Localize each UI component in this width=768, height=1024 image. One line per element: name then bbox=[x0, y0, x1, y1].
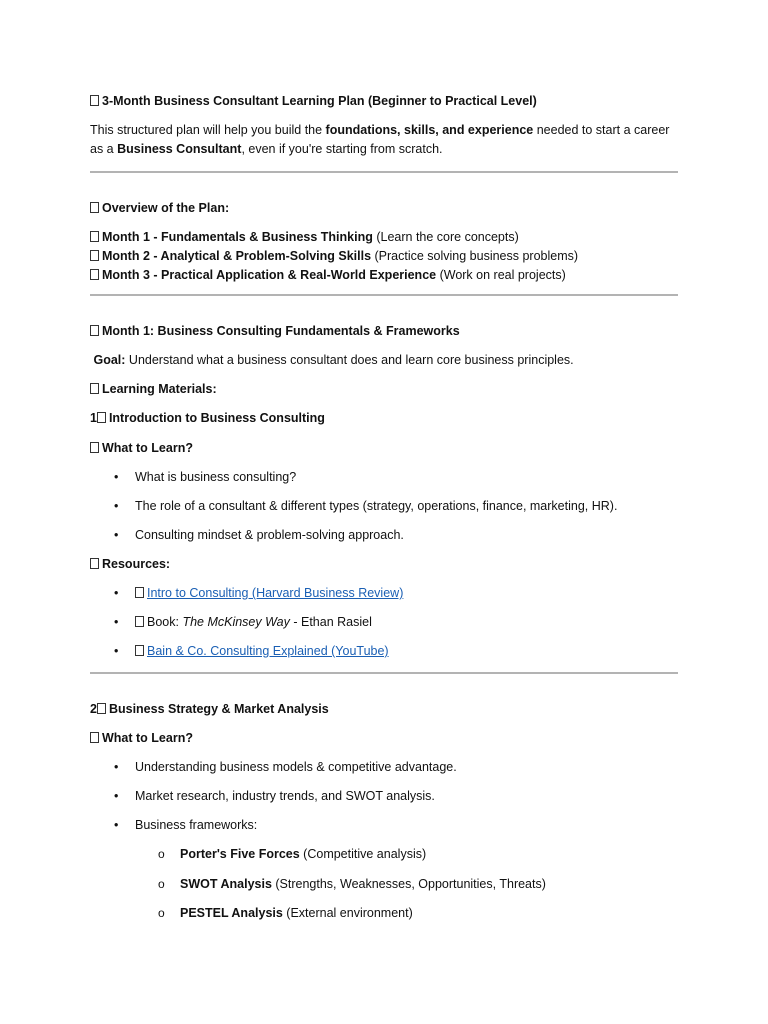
list-item: • Business frameworks: bbox=[90, 816, 678, 835]
month1-heading: Month 1: Business Consulting Fundamentals & Frameworks bbox=[90, 322, 678, 341]
section2-title: 2 Business Strategy & Market Analysis bbox=[90, 702, 329, 716]
overview-item-month-2: Month 2 - Analytical & Problem-Solving Skills (Practice solving business problems) bbox=[90, 247, 678, 266]
missing-glyph-icon bbox=[90, 442, 99, 453]
overview-list bbox=[90, 228, 678, 285]
section1-learn-list bbox=[90, 468, 678, 545]
list-item: o PESTEL Analysis (External environment) bbox=[90, 904, 678, 923]
list-item: o SWOT Analysis (Strengths, Weaknesses, Opportunities, Threats) bbox=[90, 875, 678, 894]
list-item: • What is business consulting? bbox=[90, 468, 678, 487]
missing-glyph-icon bbox=[135, 645, 144, 656]
divider bbox=[90, 171, 678, 173]
missing-glyph-icon bbox=[135, 587, 144, 598]
hbr-consulting-link[interactable]: Intro to Consulting (Harvard Business Review) bbox=[147, 586, 404, 600]
overview-heading: Overview of the Plan: bbox=[90, 199, 678, 218]
divider bbox=[90, 672, 678, 674]
missing-glyph-icon bbox=[135, 616, 144, 627]
divider bbox=[90, 294, 678, 296]
missing-glyph-icon bbox=[90, 250, 99, 261]
list-item: o Porter's Five Forces (Competitive analysis) bbox=[90, 845, 678, 864]
missing-glyph-icon bbox=[97, 703, 106, 714]
missing-glyph-icon bbox=[90, 325, 99, 336]
overview-item-month-3: Month 3 - Practical Application & Real-World Experience (Work on real projects) bbox=[90, 266, 678, 285]
section1-title: 1 Introduction to Business Consulting bbox=[90, 411, 325, 425]
overview-item-month-1: Month 1 - Fundamentals & Business Thinking (Learn the core concepts) bbox=[90, 228, 678, 247]
list-item: • Book: The McKinsey Way - Ethan Rasiel bbox=[90, 613, 678, 632]
section1-resources-heading: Resources: bbox=[90, 555, 678, 574]
missing-glyph-icon bbox=[90, 202, 99, 213]
missing-glyph-icon bbox=[90, 231, 99, 242]
frameworks-list bbox=[90, 845, 678, 923]
list-item: • Consulting mindset & problem-solving approach. bbox=[90, 526, 678, 545]
list-item bbox=[90, 584, 678, 603]
document-title: 3-Month Business Consultant Learning Plan (Beginner to Practical Level) bbox=[90, 92, 678, 111]
missing-glyph-icon bbox=[90, 269, 99, 280]
intro-paragraph: This structured plan will help you build the foundations, skills, and experience needed to start a career as a Business Consultant, even if you're starting from scratch. bbox=[90, 123, 670, 156]
bain-youtube-link[interactable]: Bain & Co. Consulting Explained (YouTube) bbox=[147, 644, 389, 658]
missing-glyph-icon bbox=[90, 383, 99, 394]
list-item bbox=[90, 642, 678, 661]
missing-glyph-icon bbox=[97, 412, 106, 423]
missing-glyph-icon bbox=[90, 732, 99, 743]
document-page bbox=[90, 92, 678, 923]
missing-glyph-icon bbox=[90, 558, 99, 569]
month1-goal: Goal: Understand what a business consultant does and learn core business principles. bbox=[93, 353, 574, 367]
section2-what-heading: What to Learn? bbox=[90, 729, 678, 748]
section1-resources-list bbox=[90, 584, 678, 661]
section2-learn-list bbox=[90, 758, 678, 835]
missing-glyph-icon bbox=[90, 95, 99, 106]
list-item: • Market research, industry trends, and SWOT analysis. bbox=[90, 787, 678, 806]
list-item: • The role of a consultant & different types (strategy, operations, finance, marketing, HR). bbox=[90, 497, 678, 516]
section1-what-heading: What to Learn? bbox=[90, 439, 678, 458]
list-item: • Understanding business models & competitive advantage. bbox=[90, 758, 678, 777]
learning-materials-heading: Learning Materials: bbox=[90, 380, 678, 399]
